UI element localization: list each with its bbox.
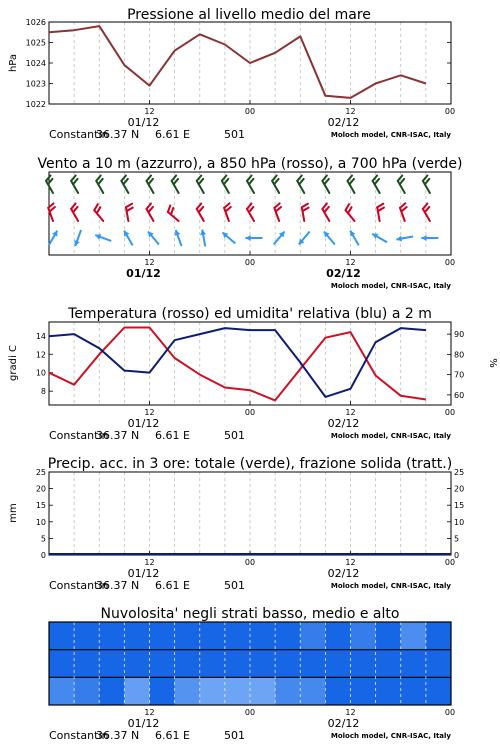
wind-arrow-10m — [372, 234, 387, 243]
cloud-cell — [376, 677, 401, 705]
wind-arrow-10m — [222, 233, 235, 244]
cloud-panel — [49, 606, 455, 742]
barb-feather — [168, 205, 170, 212]
barb-feather — [172, 176, 176, 181]
cloud-cell — [99, 622, 124, 650]
wind-barb-700 — [322, 176, 329, 193]
wind-barb-850 — [247, 204, 254, 221]
date-label: 01/12 — [127, 116, 160, 129]
cloud-cell — [300, 650, 325, 678]
model-credit: Moloch model, CNR-ISAC, Italy — [330, 432, 451, 440]
barb-feather — [46, 176, 50, 181]
cloud-cell — [49, 650, 74, 678]
cloud-cell — [426, 622, 451, 650]
cloud-cell — [150, 650, 175, 678]
y-tick-label: 20 — [454, 484, 465, 494]
barb-feather — [346, 204, 350, 210]
cloud-cell — [300, 677, 325, 705]
cloud-cell — [225, 650, 250, 678]
wind-barb-850 — [94, 204, 103, 221]
cloud-cell — [351, 650, 376, 678]
station-name: Constantin — [49, 729, 109, 742]
wind-arrow-10m — [49, 231, 58, 246]
wind-barb-700 — [71, 176, 78, 193]
cloud-cell — [325, 650, 350, 678]
barb-feather — [247, 176, 251, 181]
barb-feather — [302, 208, 308, 212]
barb-feather — [377, 204, 383, 208]
y-tick-label: 15 — [454, 501, 465, 511]
cloud-cell — [325, 677, 350, 705]
barb-feather — [197, 204, 201, 209]
barb-feather — [147, 204, 151, 209]
station-lon: 6.61 E — [155, 429, 190, 442]
barb-feather — [348, 207, 352, 213]
y-tick-label: 0 — [454, 551, 460, 560]
wind-barb-700 — [348, 176, 355, 193]
y-tick-label: 70 — [454, 370, 465, 380]
arrow-head — [421, 235, 426, 241]
station-lon: 6.61 E — [155, 729, 190, 742]
y-tick-label: 10 — [35, 517, 46, 527]
station-elevation: 501 — [224, 729, 245, 742]
barb-feather — [121, 176, 125, 181]
precip-panel — [8, 456, 464, 592]
wind-barb-850 — [274, 203, 281, 221]
barb-feather — [147, 176, 151, 181]
wind-barb-850 — [168, 205, 179, 221]
barb-feather — [322, 176, 326, 181]
x-tick-label: 12 — [345, 558, 356, 567]
wind-barb-700 — [373, 176, 380, 193]
y-tick-label: 15 — [35, 501, 46, 511]
y-tick-label: 1026 — [25, 18, 46, 27]
x-tick-label: 00 — [244, 558, 256, 567]
barb-shaft — [94, 210, 103, 221]
wind-barb-850 — [346, 204, 355, 221]
cloud-title: Nuvolosita' negli strati basso, medio e alto — [100, 606, 400, 622]
date-label: 02/12 — [326, 267, 361, 280]
y-tick-label: 8 — [40, 387, 46, 397]
cloud-cell — [74, 622, 99, 650]
cloud-cell — [250, 677, 275, 705]
y-tick-label: 60 — [454, 390, 465, 400]
barb-feather — [398, 176, 402, 181]
cloud-cell — [150, 622, 175, 650]
cloud-cell — [200, 650, 225, 678]
model-credit: Moloch model, CNR-ISAC, Italy — [330, 732, 451, 740]
y-tick-label: 80 — [454, 350, 465, 360]
barb-feather — [50, 207, 55, 211]
cloud-cell — [124, 650, 149, 678]
x-tick-label: 00 — [444, 408, 456, 417]
wind-barb-850 — [224, 203, 231, 221]
date-label: 02/12 — [327, 417, 360, 430]
barb-feather — [401, 207, 406, 211]
wind-barb-700 — [172, 176, 179, 193]
station-name: Constantin — [49, 429, 109, 442]
wind-arrow-10m — [124, 231, 133, 246]
cloud-cell — [175, 650, 200, 678]
model-credit: Moloch model, CNR-ISAC, Italy — [330, 282, 451, 290]
y-tick-label: 1022 — [25, 100, 46, 109]
y-tick-label: 20 — [35, 484, 46, 494]
wind-barb-850 — [197, 204, 204, 221]
cloud-cell — [275, 677, 300, 705]
barb-feather — [97, 207, 101, 213]
cloud-cell — [300, 622, 325, 650]
wind-barb-850 — [126, 204, 133, 221]
cloud-cell — [275, 622, 300, 650]
x-tick-label: 12 — [144, 558, 155, 567]
barb-feather — [197, 176, 201, 181]
wind-barb-700 — [121, 176, 128, 193]
rh-ylabel: % — [487, 358, 498, 368]
wind-arrow-10m — [200, 230, 206, 247]
cloud-cell — [200, 677, 225, 705]
date-label: 02/12 — [327, 717, 360, 730]
x-tick-label: 12 — [345, 708, 356, 717]
y-tick-label: 12 — [35, 350, 46, 360]
wind-arrow-10m — [246, 235, 263, 241]
y-tick-label: 90 — [454, 330, 465, 340]
cloud-cell — [351, 677, 376, 705]
x-tick-label: 12 — [144, 107, 155, 116]
x-tick-label: 12 — [345, 258, 356, 267]
x-tick-label: 00 — [444, 258, 456, 267]
wind-barb-850 — [322, 204, 329, 221]
x-tick-label: 12 — [144, 708, 155, 717]
wind-barb-700 — [423, 176, 430, 193]
cloud-cell — [150, 677, 175, 705]
wind-barb-700 — [398, 176, 405, 193]
y-tick-label: 1025 — [25, 38, 46, 48]
x-tick-label: 00 — [444, 107, 456, 116]
y-tick-label: 10 — [35, 368, 46, 378]
date-label: 01/12 — [127, 567, 160, 580]
cloud-cell — [49, 677, 74, 705]
x-tick-label: 00 — [444, 558, 456, 567]
y-tick-label: 0 — [40, 551, 46, 560]
cloud-cell — [175, 677, 200, 705]
barb-feather — [247, 204, 251, 209]
barb-feather — [322, 204, 326, 209]
barb-feather — [71, 204, 75, 209]
barb-feather — [423, 204, 427, 209]
pressure-line — [49, 26, 426, 98]
station-elevation: 501 — [224, 579, 245, 592]
pressure-title: Pressione al livello medio del mare — [127, 7, 371, 23]
x-tick-label: 12 — [345, 107, 356, 116]
wind-arrow-10m — [175, 230, 182, 246]
cloud-cell — [275, 650, 300, 678]
wind-arrow-10m — [95, 234, 111, 241]
cloud-cell — [74, 650, 99, 678]
cloud-cell — [401, 622, 426, 650]
cloud-cell — [401, 677, 426, 705]
wind-barb-850 — [423, 204, 430, 221]
barb-feather — [222, 176, 226, 181]
station-lat: 36.37 N — [96, 429, 140, 442]
date-label: 01/12 — [127, 417, 160, 430]
wind-barb-700 — [272, 176, 279, 193]
barb-feather — [225, 207, 230, 211]
barb-feather — [423, 176, 427, 181]
station-elevation: 501 — [224, 429, 245, 442]
wind-barb-700 — [297, 176, 304, 193]
cloud-cell — [124, 622, 149, 650]
cloud-cell — [351, 622, 376, 650]
station-elevation: 501 — [224, 128, 245, 141]
pressure-panel — [8, 7, 455, 141]
wind-arrow-10m — [350, 231, 359, 246]
model-credit: Moloch model, CNR-ISAC, Italy — [330, 582, 451, 590]
wind-barb-700 — [96, 176, 103, 193]
cloud-cell — [225, 677, 250, 705]
cloud-cell — [376, 622, 401, 650]
barb-feather — [302, 204, 308, 208]
precip-ylabel: mm — [8, 503, 19, 523]
temperature-line — [49, 328, 426, 401]
station-lat: 36.37 N — [96, 128, 140, 141]
barb-feather — [272, 176, 276, 181]
wind-barb-700 — [147, 176, 154, 193]
humidity-line — [49, 328, 426, 397]
wind-barb-850 — [400, 203, 407, 221]
barb-feather — [126, 204, 132, 208]
cloud-cell — [200, 622, 225, 650]
y-tick-label: 25 — [454, 468, 465, 477]
barb-feather — [373, 176, 377, 181]
barb-feather — [378, 208, 384, 212]
wind-barb-850 — [147, 204, 154, 221]
wind-arrow-10m — [74, 230, 81, 246]
x-tick-label: 00 — [244, 708, 256, 717]
station-lon: 6.61 E — [155, 128, 190, 141]
wind-arrow-10m — [421, 235, 438, 241]
cloud-cell — [250, 622, 275, 650]
model-credit: Moloch model, CNR-ISAC, Italy — [330, 131, 451, 139]
cloud-cell — [99, 677, 124, 705]
station-name: Constantin — [49, 579, 109, 592]
date-label: 02/12 — [327, 116, 360, 129]
barb-feather — [127, 208, 133, 212]
barb-feather — [171, 208, 173, 215]
cloud-cell — [225, 622, 250, 650]
barb-feather — [348, 176, 352, 181]
y-tick-label: 25 — [35, 468, 46, 477]
station-lat: 36.37 N — [96, 729, 140, 742]
date-label: 01/12 — [127, 717, 160, 730]
x-tick-label: 12 — [345, 408, 356, 417]
x-tick-label: 00 — [444, 708, 456, 717]
barb-feather — [94, 204, 98, 210]
temp-rh-panel — [8, 306, 498, 442]
x-tick-label: 00 — [244, 408, 256, 417]
x-tick-label: 00 — [244, 107, 256, 116]
barb-feather — [96, 176, 100, 181]
wind-barb-700 — [197, 176, 204, 193]
y-tick-label: 5 — [454, 534, 460, 544]
cloud-cell — [325, 622, 350, 650]
x-tick-label: 12 — [144, 258, 155, 267]
date-label: 02/12 — [327, 567, 360, 580]
cloud-cell — [401, 650, 426, 678]
cloud-cell — [426, 677, 451, 705]
station-name: Constantin — [49, 128, 109, 141]
cloud-cell — [250, 650, 275, 678]
x-tick-label: 00 — [244, 258, 256, 267]
wind-barb-850 — [377, 204, 384, 221]
station-lon: 6.61 E — [155, 579, 190, 592]
y-tick-label: 14 — [35, 331, 46, 341]
wind-title: Vento a 10 m (azzurro), a 850 hPa (rosso), a 700 hPa (verde) — [37, 156, 463, 172]
y-tick-label: 5 — [40, 534, 46, 544]
y-tick-label: 10 — [454, 517, 465, 527]
wind-panel — [37, 156, 462, 290]
barb-shaft — [168, 212, 179, 221]
arrow-head — [246, 235, 251, 241]
temp-rh-title: Temperatura (rosso) ed umidita' relativa (blu) a 2 m — [68, 306, 432, 322]
date-label: 01/12 — [126, 267, 161, 280]
x-tick-label: 12 — [144, 408, 155, 417]
y-tick-label: 1023 — [25, 79, 46, 89]
wind-barb-700 — [222, 176, 229, 193]
cloud-cell — [74, 677, 99, 705]
wind-arrow-10m — [396, 236, 413, 242]
cloud-cell — [376, 650, 401, 678]
cloud-cell — [99, 650, 124, 678]
barb-shaft — [346, 210, 355, 221]
cloud-cell — [124, 677, 149, 705]
barb-feather — [297, 176, 301, 181]
temp-ylabel: gradi C — [8, 345, 19, 381]
cloud-cell — [49, 622, 74, 650]
precip-title: Precip. acc. in 3 ore: totale (verde), frazione solida (tratt.) — [47, 456, 453, 472]
barb-feather — [276, 207, 281, 211]
cloud-cell — [175, 622, 200, 650]
station-lat: 36.37 N — [96, 579, 140, 592]
pressure-ylabel: hPa — [8, 53, 19, 73]
wind-barb-850 — [302, 204, 309, 221]
cloud-cell — [426, 650, 451, 678]
y-tick-label: 1024 — [25, 59, 46, 68]
barb-feather — [71, 176, 75, 181]
wind-barb-850 — [71, 204, 78, 221]
wind-barb-700 — [247, 176, 254, 193]
